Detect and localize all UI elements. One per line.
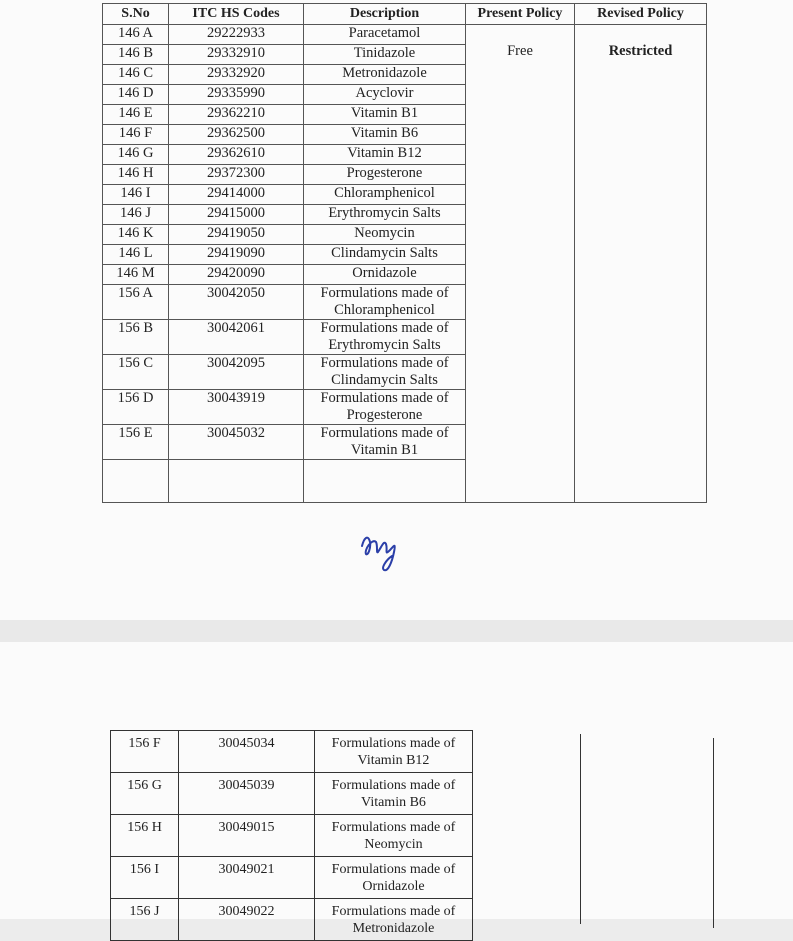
table-row xyxy=(111,773,473,815)
hs-code-cell: 30045034 xyxy=(179,731,315,773)
hs-code-cell: 29362500 xyxy=(169,125,304,145)
signature xyxy=(356,516,406,576)
description-cell: Formulations made of Erythromycin Salts xyxy=(304,320,466,355)
description-cell: Tinidazole xyxy=(304,45,466,65)
hs-code-cell: 29414000 xyxy=(169,185,304,205)
description-cell: Ornidazole xyxy=(304,265,466,285)
sno-cell: 156 D xyxy=(103,390,169,425)
empty-cell xyxy=(103,460,169,503)
description-cell: Chloramphenicol xyxy=(304,185,466,205)
sno-cell: 146 K xyxy=(103,225,169,245)
page-separator xyxy=(0,620,793,642)
description-cell: Formulations made of Metronidazole xyxy=(315,899,473,941)
sno-cell: 146 H xyxy=(103,165,169,185)
hs-code-cell: 30042061 xyxy=(169,320,304,355)
header-revised-policy: Revised Policy xyxy=(575,4,707,25)
sno-cell: 146 A xyxy=(103,25,169,45)
hs-code-cell: 29362210 xyxy=(169,105,304,125)
sno-cell: 156 G xyxy=(111,773,179,815)
table-row xyxy=(111,731,473,773)
hs-code-cell: 29372300 xyxy=(169,165,304,185)
sno-cell: 146 F xyxy=(103,125,169,145)
table-row xyxy=(103,25,707,45)
description-cell: Vitamin B6 xyxy=(304,125,466,145)
sno-cell: 146 G xyxy=(103,145,169,165)
hs-code-cell: 30042050 xyxy=(169,285,304,320)
sno-cell: 146 I xyxy=(103,185,169,205)
hs-code-cell: 29420090 xyxy=(169,265,304,285)
description-cell: Formulations made of Clindamycin Salts xyxy=(304,355,466,390)
revised-policy-right-border xyxy=(713,738,714,928)
present-policy-cell: Free xyxy=(466,25,575,503)
description-cell: Formulations made of Ornidazole xyxy=(315,857,473,899)
policy-table-page-2 xyxy=(110,730,473,941)
hs-code-cell: 30049022 xyxy=(179,899,315,941)
description-cell: Formulations made of Neomycin xyxy=(315,815,473,857)
sno-cell: 156 E xyxy=(103,425,169,460)
empty-cell xyxy=(304,460,466,503)
header-description: Description xyxy=(304,4,466,25)
description-cell: Vitamin B12 xyxy=(304,145,466,165)
hs-code-cell: 30045039 xyxy=(179,773,315,815)
policy-table-page-1 xyxy=(102,3,707,503)
sno-cell: 146 J xyxy=(103,205,169,225)
description-cell: Vitamin B1 xyxy=(304,105,466,125)
sno-cell: 146 M xyxy=(103,265,169,285)
table-row xyxy=(111,899,473,941)
sno-cell: 156 H xyxy=(111,815,179,857)
description-cell: Metronidazole xyxy=(304,65,466,85)
sno-cell: 146 D xyxy=(103,85,169,105)
description-cell: Progesterone xyxy=(304,165,466,185)
sno-cell: 146 B xyxy=(103,45,169,65)
description-cell: Formulations made of Progesterone xyxy=(304,390,466,425)
sno-cell: 146 E xyxy=(103,105,169,125)
sno-cell: 146 C xyxy=(103,65,169,85)
hs-code-cell: 30045032 xyxy=(169,425,304,460)
hs-code-cell: 29362610 xyxy=(169,145,304,165)
description-cell: Acyclovir xyxy=(304,85,466,105)
description-cell: Clindamycin Salts xyxy=(304,245,466,265)
hs-code-cell: 30043919 xyxy=(169,390,304,425)
description-cell: Formulations made of Vitamin B12 xyxy=(315,731,473,773)
header-itc-hs-codes: ITC HS Codes xyxy=(169,4,304,25)
sno-cell: 156 B xyxy=(103,320,169,355)
header-sno: S.No xyxy=(103,4,169,25)
hs-code-cell: 29222933 xyxy=(169,25,304,45)
sno-cell: 156 J xyxy=(111,899,179,941)
hs-code-cell: 30042095 xyxy=(169,355,304,390)
hs-code-cell: 29419090 xyxy=(169,245,304,265)
table-row xyxy=(111,815,473,857)
description-cell: Paracetamol xyxy=(304,25,466,45)
description-cell: Erythromycin Salts xyxy=(304,205,466,225)
hs-code-cell: 30049021 xyxy=(179,857,315,899)
hs-code-cell: 29332910 xyxy=(169,45,304,65)
hs-code-cell: 29332920 xyxy=(169,65,304,85)
present-policy-right-border xyxy=(580,734,581,924)
description-cell: Neomycin xyxy=(304,225,466,245)
description-cell: Formulations made of Vitamin B6 xyxy=(315,773,473,815)
description-cell: Formulations made of Vitamin B1 xyxy=(304,425,466,460)
sno-cell: 156 C xyxy=(103,355,169,390)
sno-cell: 156 I xyxy=(111,857,179,899)
document-page-2 xyxy=(0,642,793,936)
header-present-policy: Present Policy xyxy=(466,4,575,25)
sno-cell: 146 L xyxy=(103,245,169,265)
description-cell: Formulations made of Chloramphenicol xyxy=(304,285,466,320)
hs-code-cell: 29415000 xyxy=(169,205,304,225)
hs-code-cell: 29419050 xyxy=(169,225,304,245)
hs-code-cell: 30049015 xyxy=(179,815,315,857)
sno-cell: 156 A xyxy=(103,285,169,320)
empty-cell xyxy=(169,460,304,503)
sno-cell: 156 F xyxy=(111,731,179,773)
revised-policy-cell: Restricted xyxy=(575,25,707,503)
table-header-row xyxy=(103,4,707,25)
hs-code-cell: 29335990 xyxy=(169,85,304,105)
table-row xyxy=(111,857,473,899)
